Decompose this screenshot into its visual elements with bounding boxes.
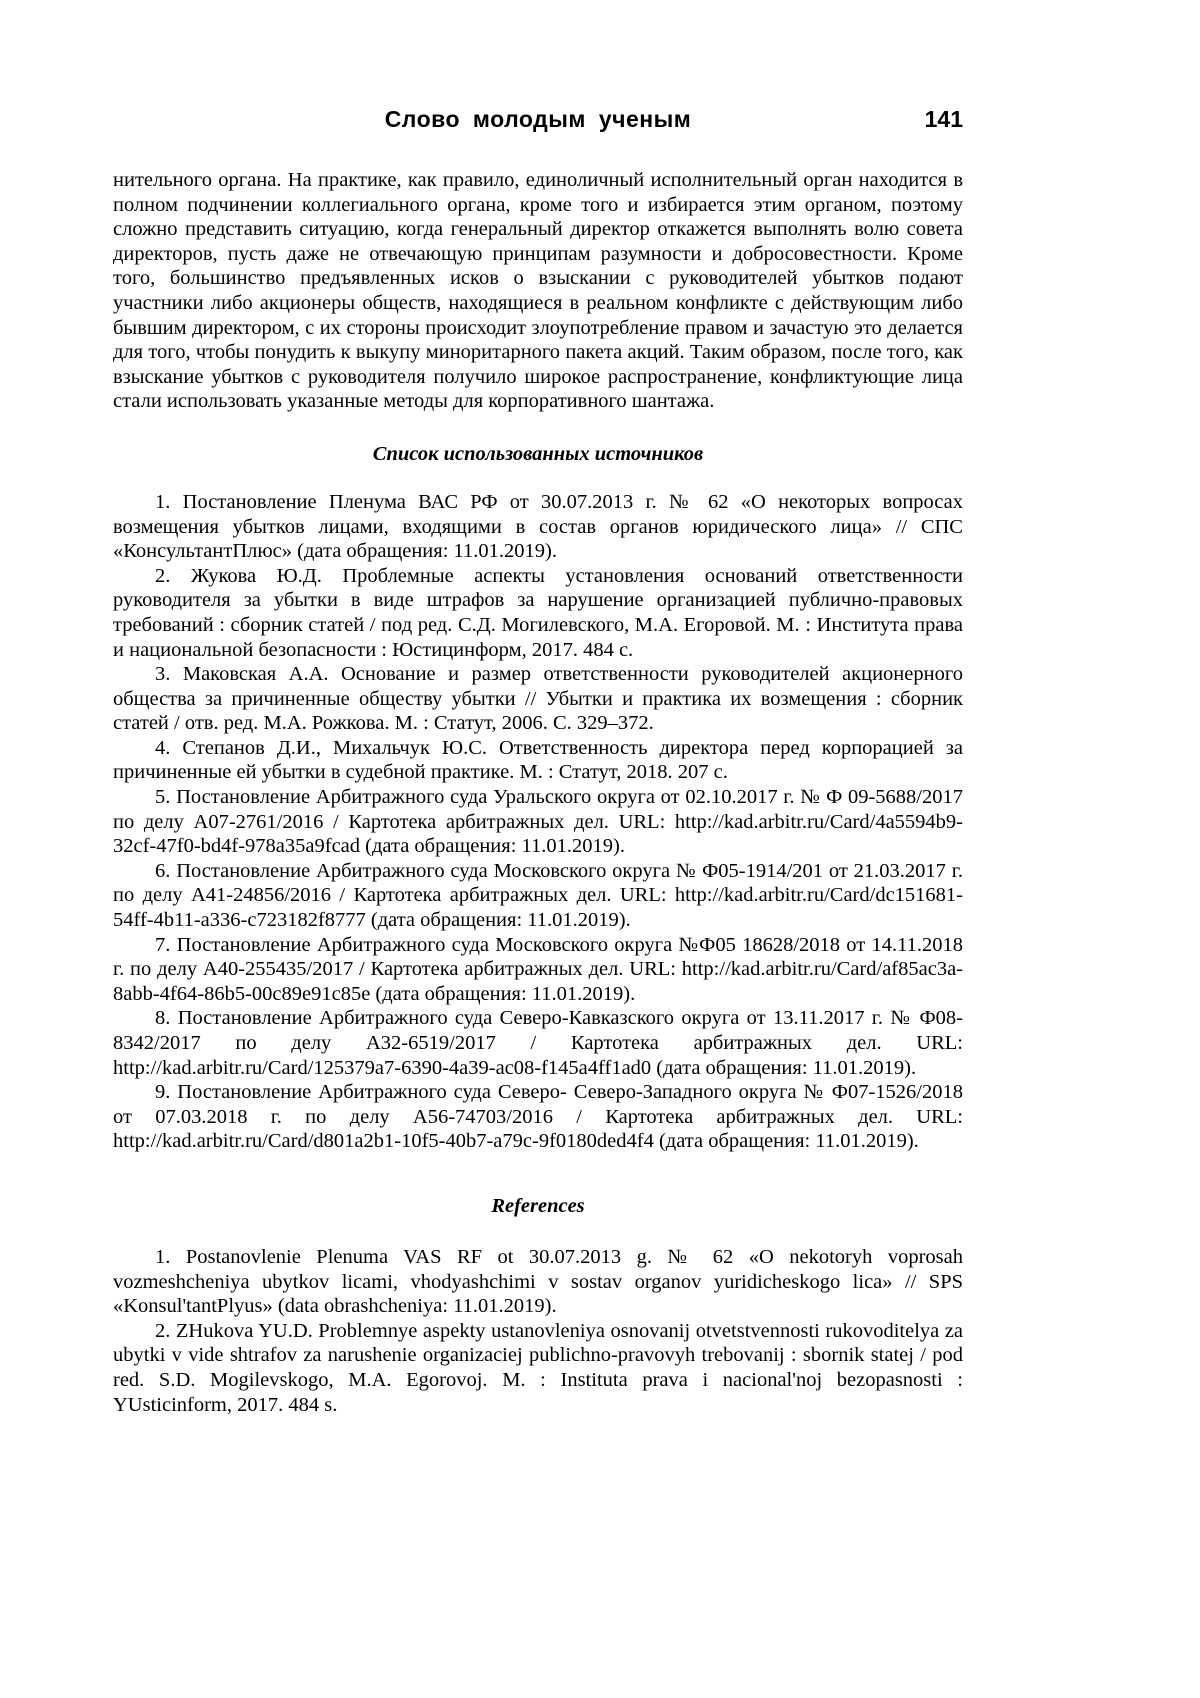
- source-item: 6. Постановление Арбитражного суда Московского округа № Ф05-1914/201 от 21.03.2017 г. по делу А41-24856/2016 / Картотека арбитражных дел. URL: http://kad.arbitr.ru/Card/dc151681-54ff-4b11-a336-c723182f8777 (дата обращения: 11.01.2019).: [113, 859, 963, 932]
- running-head: [113, 106, 963, 136]
- source-item: 4. Степанов Д.И., Михальчук Ю.С. Ответственность директора перед корпорацией за причиненные ей убытки в судебной практике. М. : Статут, 2018. 207 с.: [113, 736, 963, 784]
- source-item: 1. Постановление Пленума ВАС РФ от 30.07.2013 г. № 62 «О некоторых вопросах возмещения убытков лицами, входящими в состав органов юридического лица» // СПС «КонсультантПлюс» (дата обращения: 11.01.2019).: [113, 490, 963, 563]
- source-item: 2. Жукова Ю.Д. Проблемные аспекты установления оснований ответственности руководителя за убытки в виде штрафов за нарушение организацией публично-правовых требований : сборник статей / под ред. С.Д. Могилевского, М.А. Егоровой. М. : Института права и национальной безопасности : Юстицинформ, 2017. 484 с.: [113, 564, 963, 661]
- source-item: 9. Постановление Арбитражного суда Северо- Северо-Западного округа № Ф07-1526/2018 от 07.03.2018 г. по делу А56-74703/2016 / Картотека арбитражных дел. URL: http://kad.arbitr.ru/Card/d801a2b1-10f5-40b7-a79c-9f0180ded4f4 (дата обращения: 11.01.2019).: [113, 1081, 963, 1153]
- page-number: 141: [924, 106, 963, 132]
- running-head-title: Слово молодым ученым: [384, 106, 692, 132]
- source-item: 8. Постановление Арбитражного суда Северо-Кавказского округа от 13.11.2017 г. № Ф08-8342/2017 по делу А32-6519/2017 / Картотека арбитражных дел. URL: http://kad.arbitr.ru/Card/125379a7-6390-4a39-ac08-f145a4ff1ad0 (дата обращения: 11.01.2019).: [113, 1007, 963, 1079]
- source-item: 3. Маковская А.А. Основание и размер ответственности руководителей акционерного общества за причиненные обществу убытки // Убытки и практика их возмещения : сборник статей / отв. ред. М.А. Рожкова. М. : Статут, 2006. С. 329–372.: [113, 663, 963, 735]
- reference-item: 2. ZHukova YU.D. Problemnye aspekty ustanovleniya osnovanij otvetstvennosti rukovoditelya za ubytki v vide shtrafov za narushenie organizaciej publichno-pravovyh trebovanij : sbornik statej / pod red. S.D. Mogilevskogo, M.A. Egorovoj. M. : Instituta prava i nacional'noj bezopasnosti : YUsticinform, 2017. 484 s.: [113, 1319, 963, 1416]
- references-heading: References: [491, 1194, 585, 1217]
- reference-item: 1. Postanovlenie Plenuma VAS RF ot 30.07.2013 g. № 62 «O nekotoryh voprosah vozmeshcheniya ubytkov licami, vhodyashchimi v sostav organov yuridicheskogo lica» // SPS «Konsul'tantPlyus» (data obrashcheniya: 11.01.2019).: [113, 1245, 963, 1318]
- body-paragraph: нительного органа. На практике, как правило, единоличный исполнительный орган находится в полном подчинении коллегиального органа, кроме того и избирается этим органом, поэтому сложно представить ситуацию, когда генеральный директор откажется выполнять волю совета директоров, пусть даже не отвечающую принципам разумности и добросовестности. Кроме того, большинство предъявленных исков о взыскании с руководителей убытков подают участники либо акционеры обществ, находящиеся в реальном конфликте с действующим либо бывшим директором, с их стороны происходит злоупотребление правом и зачастую это делается для того, чтобы понудить к выкупу миноритарного пакета акций. Таким образом, после того, как взыскание убытков с руководителя получило широкое распространение, конфликтующие лица стали использовать указанные методы для корпоративного шантажа.: [113, 169, 963, 413]
- article-body: [113, 168, 963, 414]
- source-item: 5. Постановление Арбитражного суда Уральского округа от 02.10.2017 г. № Ф 09-5688/2017 по делу А07-2761/2016 / Картотека арбитражных дел. URL: http://kad.arbitr.ru/Card/4a5594b9-32cf-47f0-bd4f-978a35a9fcad (дата обращения: 11.01.2019).: [113, 786, 963, 858]
- sources-list: [113, 490, 963, 1154]
- sources-heading: Список использованных источников: [372, 442, 704, 465]
- references-list: [113, 1245, 963, 1417]
- source-item: 7. Постановление Арбитражного суда Московского округа №Ф05 18628/2018 от 14.11.2018 г. по делу А40-255435/2017 / Картотека арбитражных дел. URL: http://kad.arbitr.ru/Card/af85ac3a-8abb-4f64-86b5-00c89e91c85e (дата обращения: 11.01.2019).: [113, 933, 963, 1005]
